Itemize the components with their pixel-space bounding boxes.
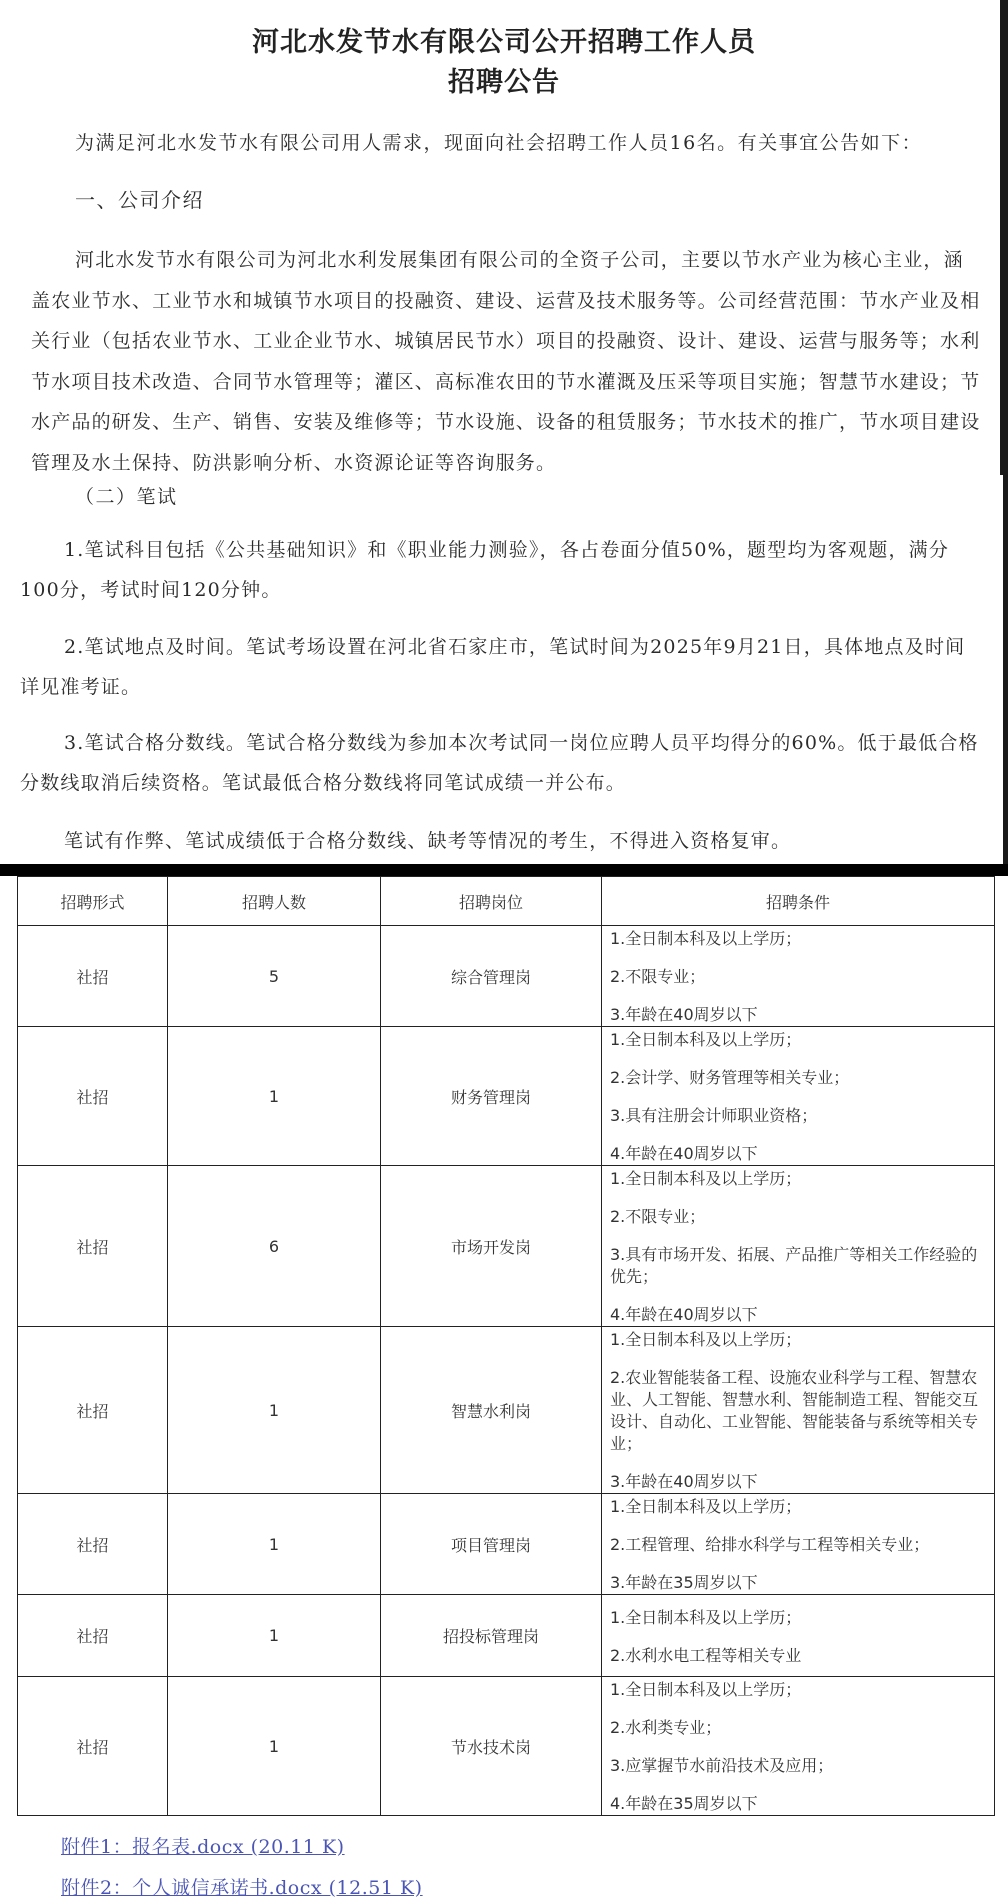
- written-exam-item: 3.笔试合格分数线。笔试合格分数线为参加本次考试同一岗位应聘人员平均得分的60%。低于最低合格分数线取消后续资格。笔试最低合格分数线将同笔试成绩一并公布。: [20, 732, 979, 794]
- requirement-item: 2.工程管理、给排水科学与工程等相关专业；: [610, 1535, 930, 1554]
- table-row: [18, 1595, 995, 1677]
- cell-position: 节水技术岗: [381, 1677, 602, 1816]
- requirement-item: 4.年龄在35周岁以下: [610, 1794, 758, 1813]
- table-row: [18, 1166, 995, 1327]
- cell-position: 招投标管理岗: [381, 1595, 602, 1677]
- cell-count: 1: [168, 1677, 381, 1816]
- requirement-item: 4.年龄在40周岁以下: [610, 1305, 758, 1324]
- cell-count: 6: [168, 1166, 381, 1327]
- table-row: [18, 1677, 995, 1816]
- cell-requirements: [602, 1677, 995, 1816]
- table-header-row: [18, 877, 995, 926]
- requirement-item: 1.全日制本科及以上学历；: [610, 1608, 802, 1627]
- requirement-item: 3.年龄在40周岁以下: [610, 1005, 758, 1024]
- cell-form: 社招: [18, 926, 168, 1027]
- attachment-link-integrity-pledge[interactable]: 附件2：个人诚信承诺书.docx (12.51 K): [61, 1877, 423, 1899]
- cell-position: 项目管理岗: [381, 1494, 602, 1595]
- requirement-item: 1.全日制本科及以上学历；: [610, 1680, 802, 1699]
- cell-requirements: [602, 1327, 995, 1494]
- table-row: [18, 1327, 995, 1494]
- page-subtitle: 招聘公告: [448, 67, 560, 98]
- header-form: 招聘形式: [18, 877, 168, 926]
- cell-requirements: [602, 1166, 995, 1327]
- cell-position: 市场开发岗: [381, 1166, 602, 1327]
- requirement-item: 1.全日制本科及以上学历；: [610, 1169, 802, 1188]
- cell-requirements: [602, 1494, 995, 1595]
- section-heading-company: 一、公司介绍: [75, 188, 204, 212]
- cell-requirements: [602, 926, 995, 1027]
- cell-requirements: [602, 1595, 995, 1677]
- company-intro-paragraph: 河北水发节水有限公司为河北水利发展集团有限公司的全资子公司，主要以节水产业为核心主业，涵盖农业节水、工业节水和城镇节水项目的投融资、建设、运营及技术服务等。公司经营范围：节水产业及相关行业（包括农业节水、工业企业节水、城镇居民节水）项目的投融资、设计、建设、运营与服务等；水利节水项目技术改造、合同节水管理等；灌区、高标准农田的节水灌溉及压采等项目实施；智慧节水建设；节水产品的研发、生产、销售、安装及维修等；节水设施、设备的租赁服务；节水技术的推广，节水项目建设管理及水土保持、防洪影响分析、水资源论证等咨询服务。: [31, 249, 981, 474]
- cell-count: 1: [168, 1027, 381, 1166]
- section-heading-written-exam: （二）笔试: [75, 486, 178, 508]
- requirement-item: 1.全日制本科及以上学历；: [610, 1497, 802, 1516]
- cell-form: 社招: [18, 1327, 168, 1494]
- requirement-item: 2.水利水电工程等相关专业: [610, 1646, 802, 1665]
- cell-form: 社招: [18, 1494, 168, 1595]
- divider-band: [0, 864, 1008, 876]
- intro-paragraph: 为满足河北水发节水有限公司用人需求，现面向社会招聘工作人员16名。有关事宜公告如下：: [75, 132, 923, 154]
- cell-position: 综合管理岗: [381, 926, 602, 1027]
- written-exam-item: 2.笔试地点及时间。笔试考场设置在河北省石家庄市，笔试时间为2025年9月21日，具体地点及时间详见准考证。: [20, 636, 966, 698]
- requirement-item: 3.应掌握节水前沿技术及应用；: [610, 1756, 834, 1775]
- requirement-item: 3.年龄在40周岁以下: [610, 1472, 758, 1491]
- attachment-link-registration-form[interactable]: 附件1：报名表.docx (20.11 K): [61, 1836, 345, 1858]
- right-edge-bar-lower: [1003, 475, 1008, 865]
- cell-count: 1: [168, 1595, 381, 1677]
- requirement-item: 3.年龄在35周岁以下: [610, 1573, 758, 1592]
- requirement-item: 3.具有市场开发、拓展、产品推广等相关工作经验的优先；: [610, 1245, 978, 1286]
- cell-form: 社招: [18, 1595, 168, 1677]
- requirement-item: 1.全日制本科及以上学历；: [610, 1030, 802, 1049]
- requirement-item: 4.年龄在40周岁以下: [610, 1144, 758, 1163]
- requirement-item: 2.农业智能装备工程、设施农业科学与工程、智慧农业、人工智能、智慧水利、智能制造工程、智能交互设计、自动化、工业智能、智能装备与系统等相关专业；: [610, 1368, 979, 1453]
- requirement-item: 1.全日制本科及以上学历；: [610, 929, 802, 948]
- header-position: 招聘岗位: [381, 877, 602, 926]
- requirement-item: 1.全日制本科及以上学历；: [610, 1330, 802, 1349]
- requirement-item: 2.不限专业；: [610, 967, 706, 986]
- written-exam-item: 1.笔试科目包括《公共基础知识》和《职业能力测验》，各占卷面分值50%，题型均为客观题，满分100分，考试时间120分钟。: [20, 539, 950, 601]
- header-count: 招聘人数: [168, 877, 381, 926]
- written-exam-note: 笔试有作弊、笔试成绩低于合格分数线、缺考等情况的考生，不得进入资格复审。: [64, 830, 792, 852]
- cell-count: 1: [168, 1327, 381, 1494]
- table-row: [18, 926, 995, 1027]
- page-title: 河北水发节水有限公司公开招聘工作人员: [252, 27, 756, 58]
- requirement-item: 2.会计学、财务管理等相关专业；: [610, 1068, 850, 1087]
- table-row: [18, 1027, 995, 1166]
- requirement-item: 3.具有注册会计师职业资格；: [610, 1106, 818, 1125]
- cell-form: 社招: [18, 1027, 168, 1166]
- table-row: [18, 1494, 995, 1595]
- cell-requirements: [602, 1027, 995, 1166]
- cell-count: 5: [168, 926, 381, 1027]
- requirement-item: 2.水利类专业；: [610, 1718, 722, 1737]
- requirement-item: 2.不限专业；: [610, 1207, 706, 1226]
- header-requirements: 招聘条件: [602, 877, 995, 926]
- recruitment-table: [17, 876, 995, 1816]
- cell-position: 智慧水利岗: [381, 1327, 602, 1494]
- cell-form: 社招: [18, 1166, 168, 1327]
- cell-form: 社招: [18, 1677, 168, 1816]
- cell-count: 1: [168, 1494, 381, 1595]
- cell-position: 财务管理岗: [381, 1027, 602, 1166]
